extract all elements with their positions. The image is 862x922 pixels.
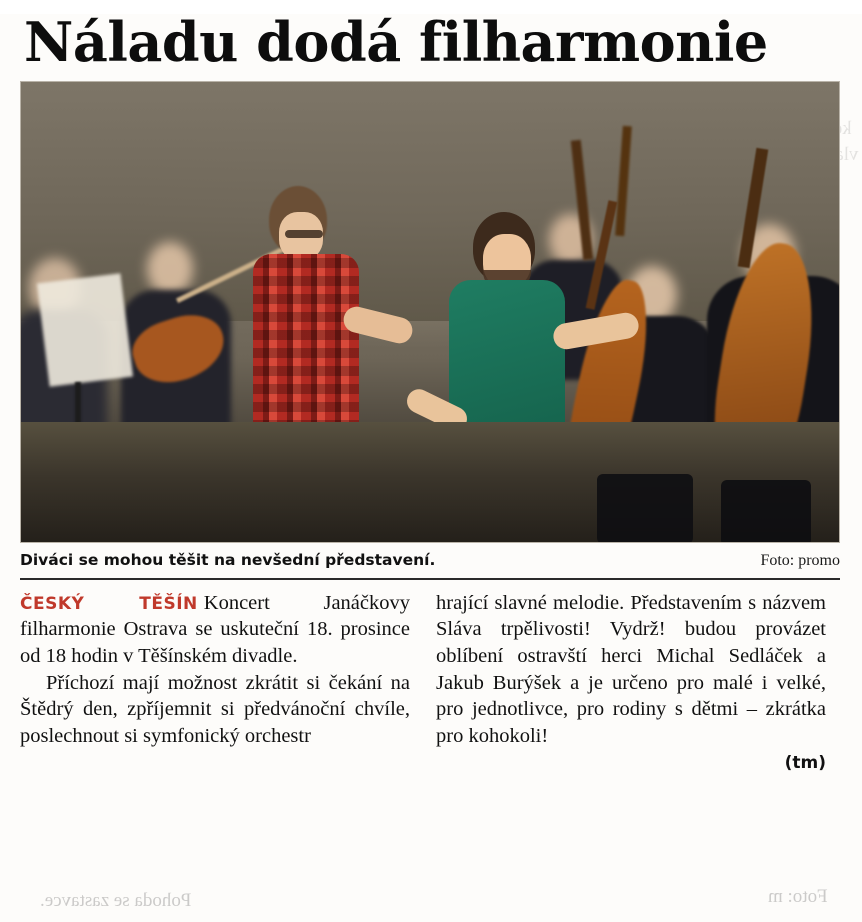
sheet-music-icon [37,273,133,386]
actor-left-shirt [253,254,359,430]
lead-paragraph [20,590,410,670]
lead-paragraph-text: Koncert Janáčkovy filharmonie Ostrava se uskuteční 18. prosince od 18 hodin v Těšínském divadle. [20,591,410,667]
violinist-head [147,242,193,296]
bleed-through-bottom [0,886,862,922]
article-body [20,590,840,774]
photo-caption: Diváci se mohou těšit na nevšední představení. [20,550,436,569]
article-column-left [20,590,410,774]
photo-backdrop [21,82,839,321]
photo-image [21,82,839,542]
bleed-top-line-1: ke [834,118,852,139]
photo-credit: Foto: promo [760,551,840,569]
article-photo [20,81,840,543]
bleed-bottom-left: Pohoda se zastavce. [40,890,192,911]
dateline: ČESKÝ TĚŠÍN [20,593,198,614]
article-column-right [436,590,826,774]
paragraph-continued: hrající slavné melodie. Představením s názvem Sláva trpělivosti! Vydrž! budou provázet oblíbení ostravští herci Michal Sedláček a Jakub Burýšek a je určeno pro malé i velké, pro jednotlivce, pro rodiny s dětmi – zkrátka pro kohokoli! [436,591,826,747]
newspaper-article-page [0,10,862,922]
author-signature: (tm) [784,752,826,773]
section-divider [20,578,840,580]
page-title: Náladu dodá filharmonie [24,10,768,74]
photo-caption-row [20,551,840,570]
chair-silhouette-2 [721,480,811,543]
paragraph: Příchozí mají možnost zkrátit si čekání na Štědrý den, zpříjemnit si předvánoční chvíle, poslechnout si symfonický orchestr [20,671,410,747]
glasses-icon [285,230,323,238]
chair-silhouette-1 [597,474,693,543]
bleed-bottom-right: Foto: m [768,886,828,907]
stage-floor [21,422,839,542]
